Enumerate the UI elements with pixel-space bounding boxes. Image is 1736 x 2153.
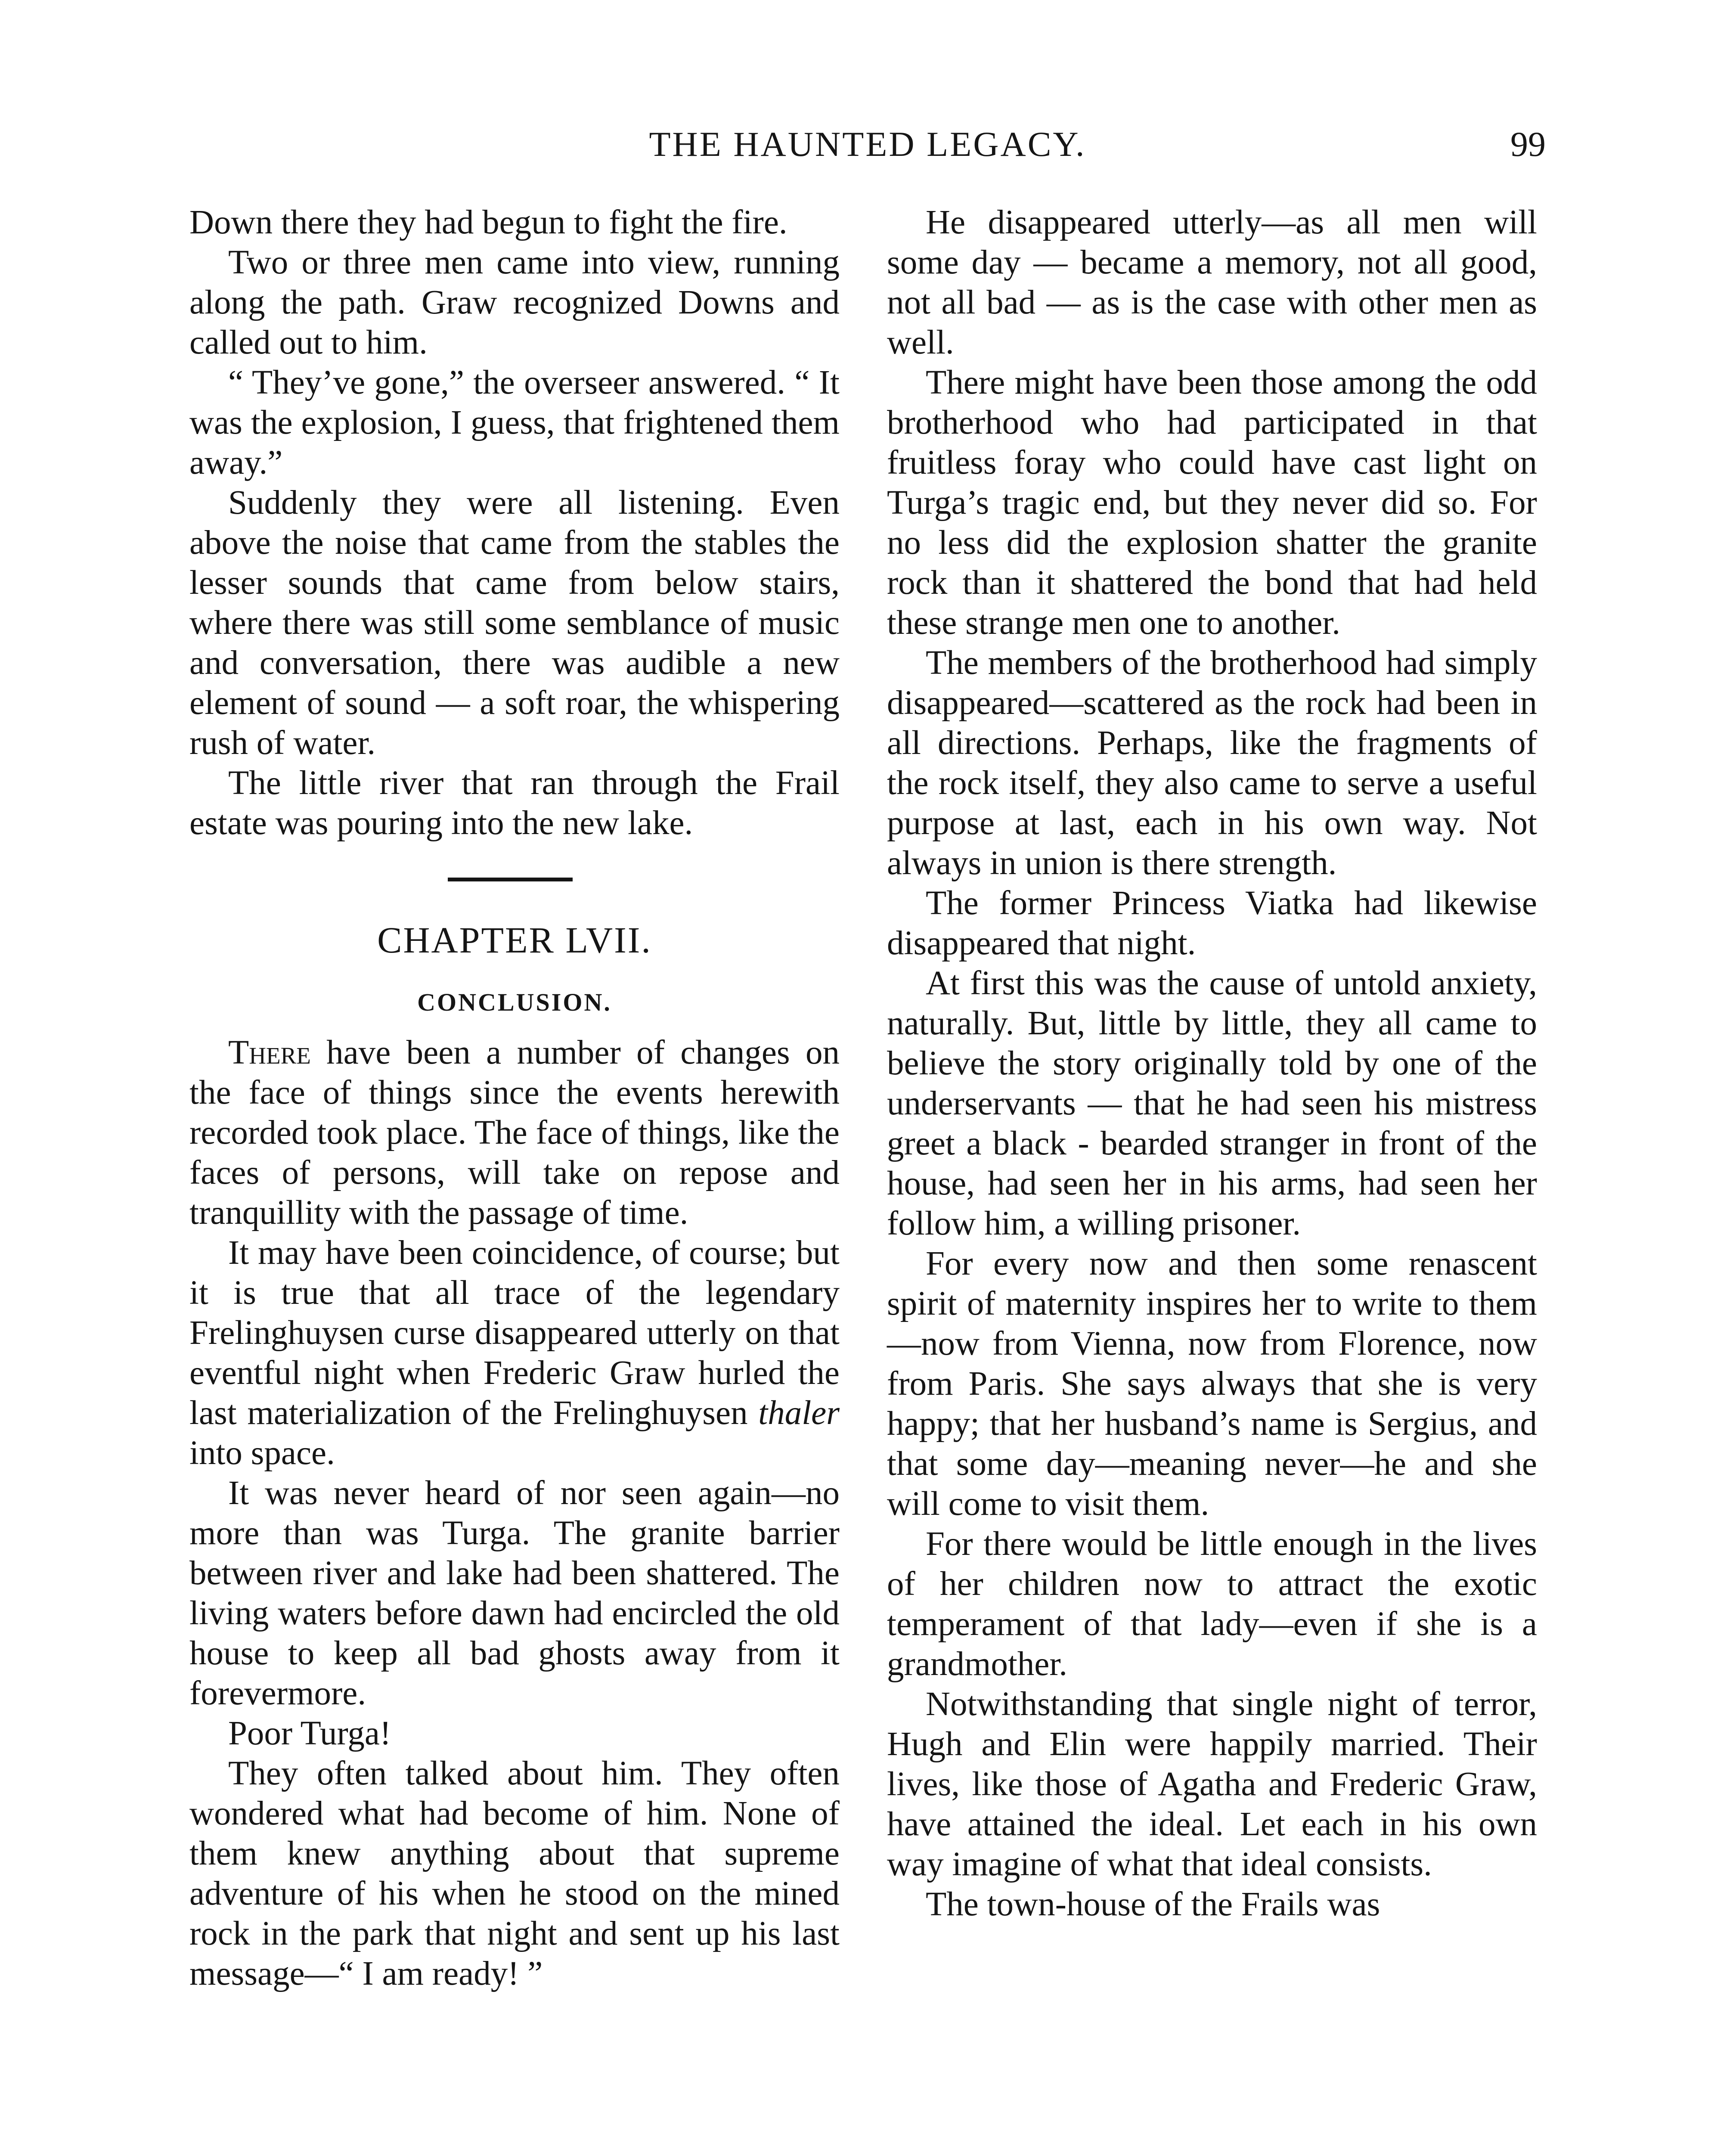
paragraph: Down there they had begun to fight the fire. bbox=[189, 204, 787, 241]
paragraph: The members of the brotherhood had simply disappeared—scattered as the rock had been in all directions. Perhaps, like the fragments of the rock itself, they also came to serve a useful purpose at last, each in his own way. Not always in union is there strength. bbox=[887, 644, 1537, 882]
paragraph: There might have been those among the odd brotherhood who had participated in that fruitless foray who could have cast light on Turga’s tragic end, but they never did so. For no less did the explosion shatter the granite rock than it shattered the bond that had held these strange men one to another. bbox=[887, 364, 1537, 642]
paragraph-text: into space. bbox=[189, 1434, 335, 1472]
paragraph: Two or three men came into view, running along the path. Graw recognized Downs and called out to him. bbox=[189, 244, 840, 361]
paragraph: Notwithstanding that single night of terror, Hugh and Elin were happily married. Their lives, like those of Agatha and Frederic Graw, have attained the ideal. Let each in his own way imagine of what that ideal consists. bbox=[887, 1685, 1537, 1883]
paragraph: The town-house of the Frails was bbox=[926, 1886, 1380, 1923]
paragraph: The former Princess Viatka had likewise disappeared that night. bbox=[887, 884, 1537, 962]
paragraph: For there would be little enough in the lives of her children now to attract the exotic temperament of that lady—even if she is a grandmother. bbox=[887, 1525, 1537, 1683]
paragraph: The little river that ran through the Frail estate was pouring into the new lake. bbox=[189, 764, 840, 842]
right-column bbox=[887, 202, 1537, 1924]
paragraph: He disappeared utterly—as all men will some day — became a memory, not all good, not all bad — as is the case with other men as well. bbox=[887, 204, 1537, 361]
paragraph bbox=[189, 1033, 840, 1233]
running-title: THE HAUNTED LEGACY. bbox=[649, 124, 1086, 164]
page-number: 99 bbox=[1510, 124, 1546, 164]
chapter-subtitle: CONCLUSION. bbox=[417, 988, 612, 1016]
paragraph: For every now and then some renascent spirit of maternity inspires her to write to them—now from Vienna, now from Florence, now from Paris. She says always that she is very happy; that her husband’s name is Sergius, and that some day—meaning never—he and she will come to visit them. bbox=[887, 1245, 1537, 1523]
paragraph: Poor Turga! bbox=[228, 1715, 391, 1752]
paragraph: It was never heard of nor seen again—no more than was Turga. The granite barrier between river and lake had been shattered. The living waters before dawn had encircled the old house to keep all bad ghosts away from it forevermore. bbox=[189, 1474, 840, 1712]
paragraph: Suddenly they were all listening. Even above the noise that came from the stables the lesser sounds that came from below stairs, where there was still some semblance of music and conversation, there was audible a new element of sound — a soft roar, the whispering rush of water. bbox=[189, 484, 840, 762]
left-column bbox=[189, 202, 840, 1994]
paragraph-text: It may have been coincidence, of course; but it is true that all trace of the legendary Frelinghuysen curse disappeared utterly on that eventful night when Frederic Graw hurled the last materialization of the Frelinghuysen bbox=[189, 1234, 840, 1432]
paragraph-text: have been a number of changes on the face of things since the events herewith recorded took place. The face of things, like the faces of persons, will take on repose and tranquillity with the passage of time. bbox=[189, 1034, 840, 1232]
page-header bbox=[189, 121, 1546, 168]
divider-rule bbox=[448, 878, 573, 881]
chapter-title: CHAPTER LVII. bbox=[377, 919, 652, 961]
paragraph: They often talked about him. They often wondered what had become of him. None of them knew anything about that supreme adventure of his when he stood on the mined rock in the park that night and sent up his last message—“ I am ready! ” bbox=[189, 1755, 840, 1992]
paragraph: “ They’ve gone,” the overseer answered. “ It was the explosion, I guess, that frightened them away.” bbox=[189, 364, 840, 481]
italic-word: thaler bbox=[758, 1394, 840, 1432]
section-divider bbox=[189, 843, 840, 908]
paragraph bbox=[189, 1233, 840, 1473]
opening-word: There bbox=[228, 1034, 311, 1071]
paragraph: At first this was the cause of untold anxiety, naturally. But, little by little, they all came to believe the story originally told by one of the underservants — that he had seen his mistress greet a black - bearded stranger in front of the house, had seen her in his arms, had seen her follow him, a willing prisoner. bbox=[887, 965, 1537, 1242]
